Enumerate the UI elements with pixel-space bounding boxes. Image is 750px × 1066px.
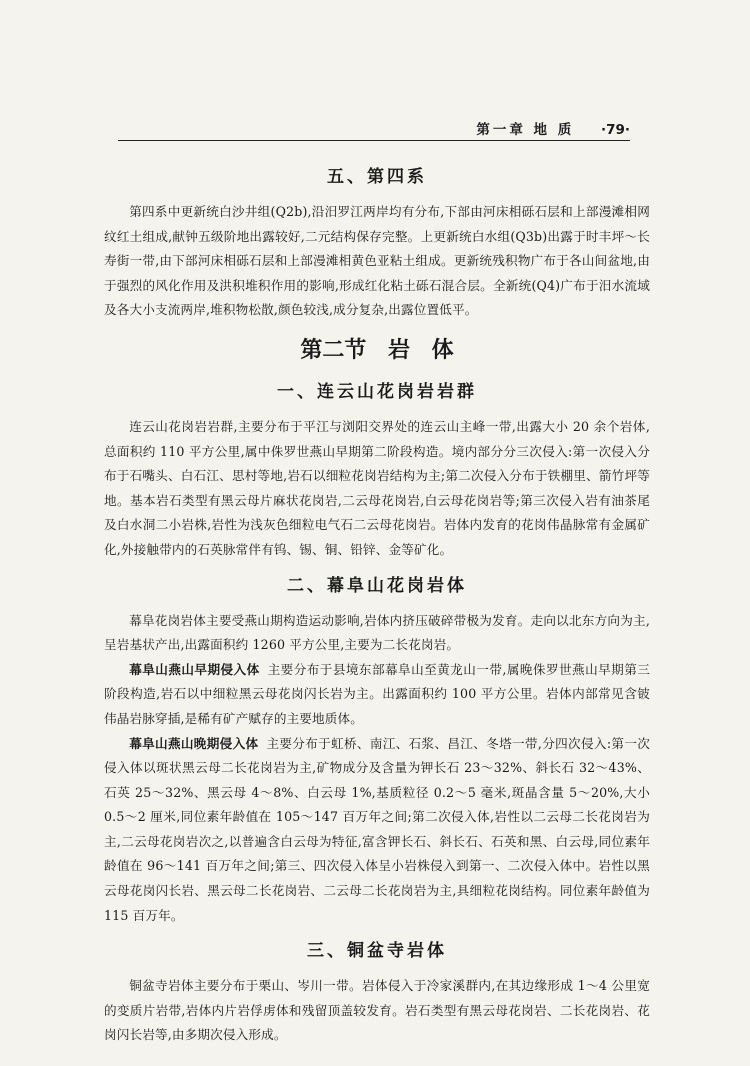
chapter-title: 第一章 地 质 (476, 122, 575, 138)
mufushan-early-lead: 幕阜山燕山早期侵入体 (129, 661, 260, 677)
lianyunshan-heading: 一、连云山花岗岩岩群 (277, 381, 477, 402)
mufushan-paragraph: 幕阜花岗岩体主要受燕山期构造运动影响,岩体内挤压破碎带极为发育。走向以北东方向为主,呈岩基状产出,出露面积约 1260 平方公里,主要为二长花岗岩。 (104, 612, 650, 653)
section-title: 第二节 岩 体 (300, 337, 454, 363)
mufushan-early-paragraph (104, 658, 650, 732)
tongpensi-heading: 三、铜盆寺岩体 (307, 941, 447, 962)
mufushan-early-text: 主要分布于县境东部幕阜山至黄龙山一带,属晚侏罗世燕山早期第三阶段构造,岩石以中细粒黑云母花岗闪长岩为主。出露面积约 100 平方公里。岩体内部常见含铍伟晶岩脉穿插,是稀有矿产赋存的主要地质体。 (104, 661, 651, 726)
page-number: ·79· (600, 122, 630, 138)
lianyunshan-paragraph: 连云山花岗岩岩群,主要分布于平江与浏阳交界处的连云山主峰一带,出露大小 20 余个岩体,总面积约 110 平方公里,属中侏罗世燕山早期第二阶段构造。境内部分分三次侵入:第一次侵入分布于石嘴头、白石江、思村等地,岩石以细粒花岗岩结构为主;第二次侵入分布于铁棚里、箭竹坪等地。基本岩石类型有黑云母片麻状花岗岩,二云母花岗岩,白云母花岗岩等;第三次侵入岩有油茶尾及白水洞二小岩株,岩性为浅灰色细粒电气石二云母花岗岩。岩体内发育的花岗伟晶脉常有金属矿化,外接触带内的石英脉常伴有钨、锡、铜、铅锌、金等矿化。 (104, 418, 650, 557)
quaternary-paragraph: 第四系中更新统白沙井组(Q2b),沿汨罗江两岸均有分布,下部由河床相砾石层和上部漫滩相网纹红土组成,献钟五级阶地出露较好,二元结构保存完整。上更新统白水组(Q3b)出露于时丰坪～长寿街一带,由下部河床相砾石层和上部漫滩相黄色亚粘土组成。更新统残积物广布于各山间盆地,由于强烈的风化作用及洪积堆积作用的影响,形成红化粘土砾石混合层。全新统(Q4)广布于汨水流域及各大小支流两岸,堆积物松散,颜色较浅,成分复杂,出露位置低平。 (104, 204, 650, 318)
mufushan-late-lead: 幕阜山燕山晚期侵入体 (129, 735, 259, 751)
running-header (118, 118, 630, 141)
tongpensi-paragraph: 铜盆寺岩体主要分布于栗山、岑川一带。岩体侵入于冷家溪群内,在其边缘形成 1～4 公里宽的变质片岩带,岩体内片岩俘虏体和残留顶盖较发育。岩石类型有黑云母花岗岩、二长花岗岩、花岗闪长岩等,由多期次侵入形成。 (104, 978, 650, 1043)
mufushan-late-paragraph (104, 732, 650, 929)
quaternary-heading: 五、第四系 (327, 167, 427, 187)
mufushan-late-text: 主要分布于虹桥、南江、石浆、昌江、冬塔一带,分四次侵入:第一次侵入体以斑状黑云母二长花岗岩为主,矿物成分及含量为钾长石 23～32%、斜长石 32～43%、石英 25～32%、黑云母 4～8%、白云母 1%,基质粒径 0.2～5 毫米,斑晶含量 5～20%,大小 0.5～2 厘米,同位素年龄值在 105～147 百万年之间;第二次侵入体,岩性以二云母二长花岗岩为主,二云母花岗岩次之,以普遍含白云母为特征,富含钾长石、斜长石、石英和黑、白云母,同位素年龄值在 96～141 百万年之间;第三、四次侵入体呈小岩株侵入到第一、二次侵入体中。岩性以黑云母花岗闪长岩、黑云母二长花岗岩、二云母二长花岗岩为主,具细粒花岗结构。同位素年龄值为 115 百万年。 (104, 735, 650, 923)
mufushan-heading: 二、幕阜山花岗岩体 (287, 575, 467, 596)
page-body (104, 162, 650, 1048)
